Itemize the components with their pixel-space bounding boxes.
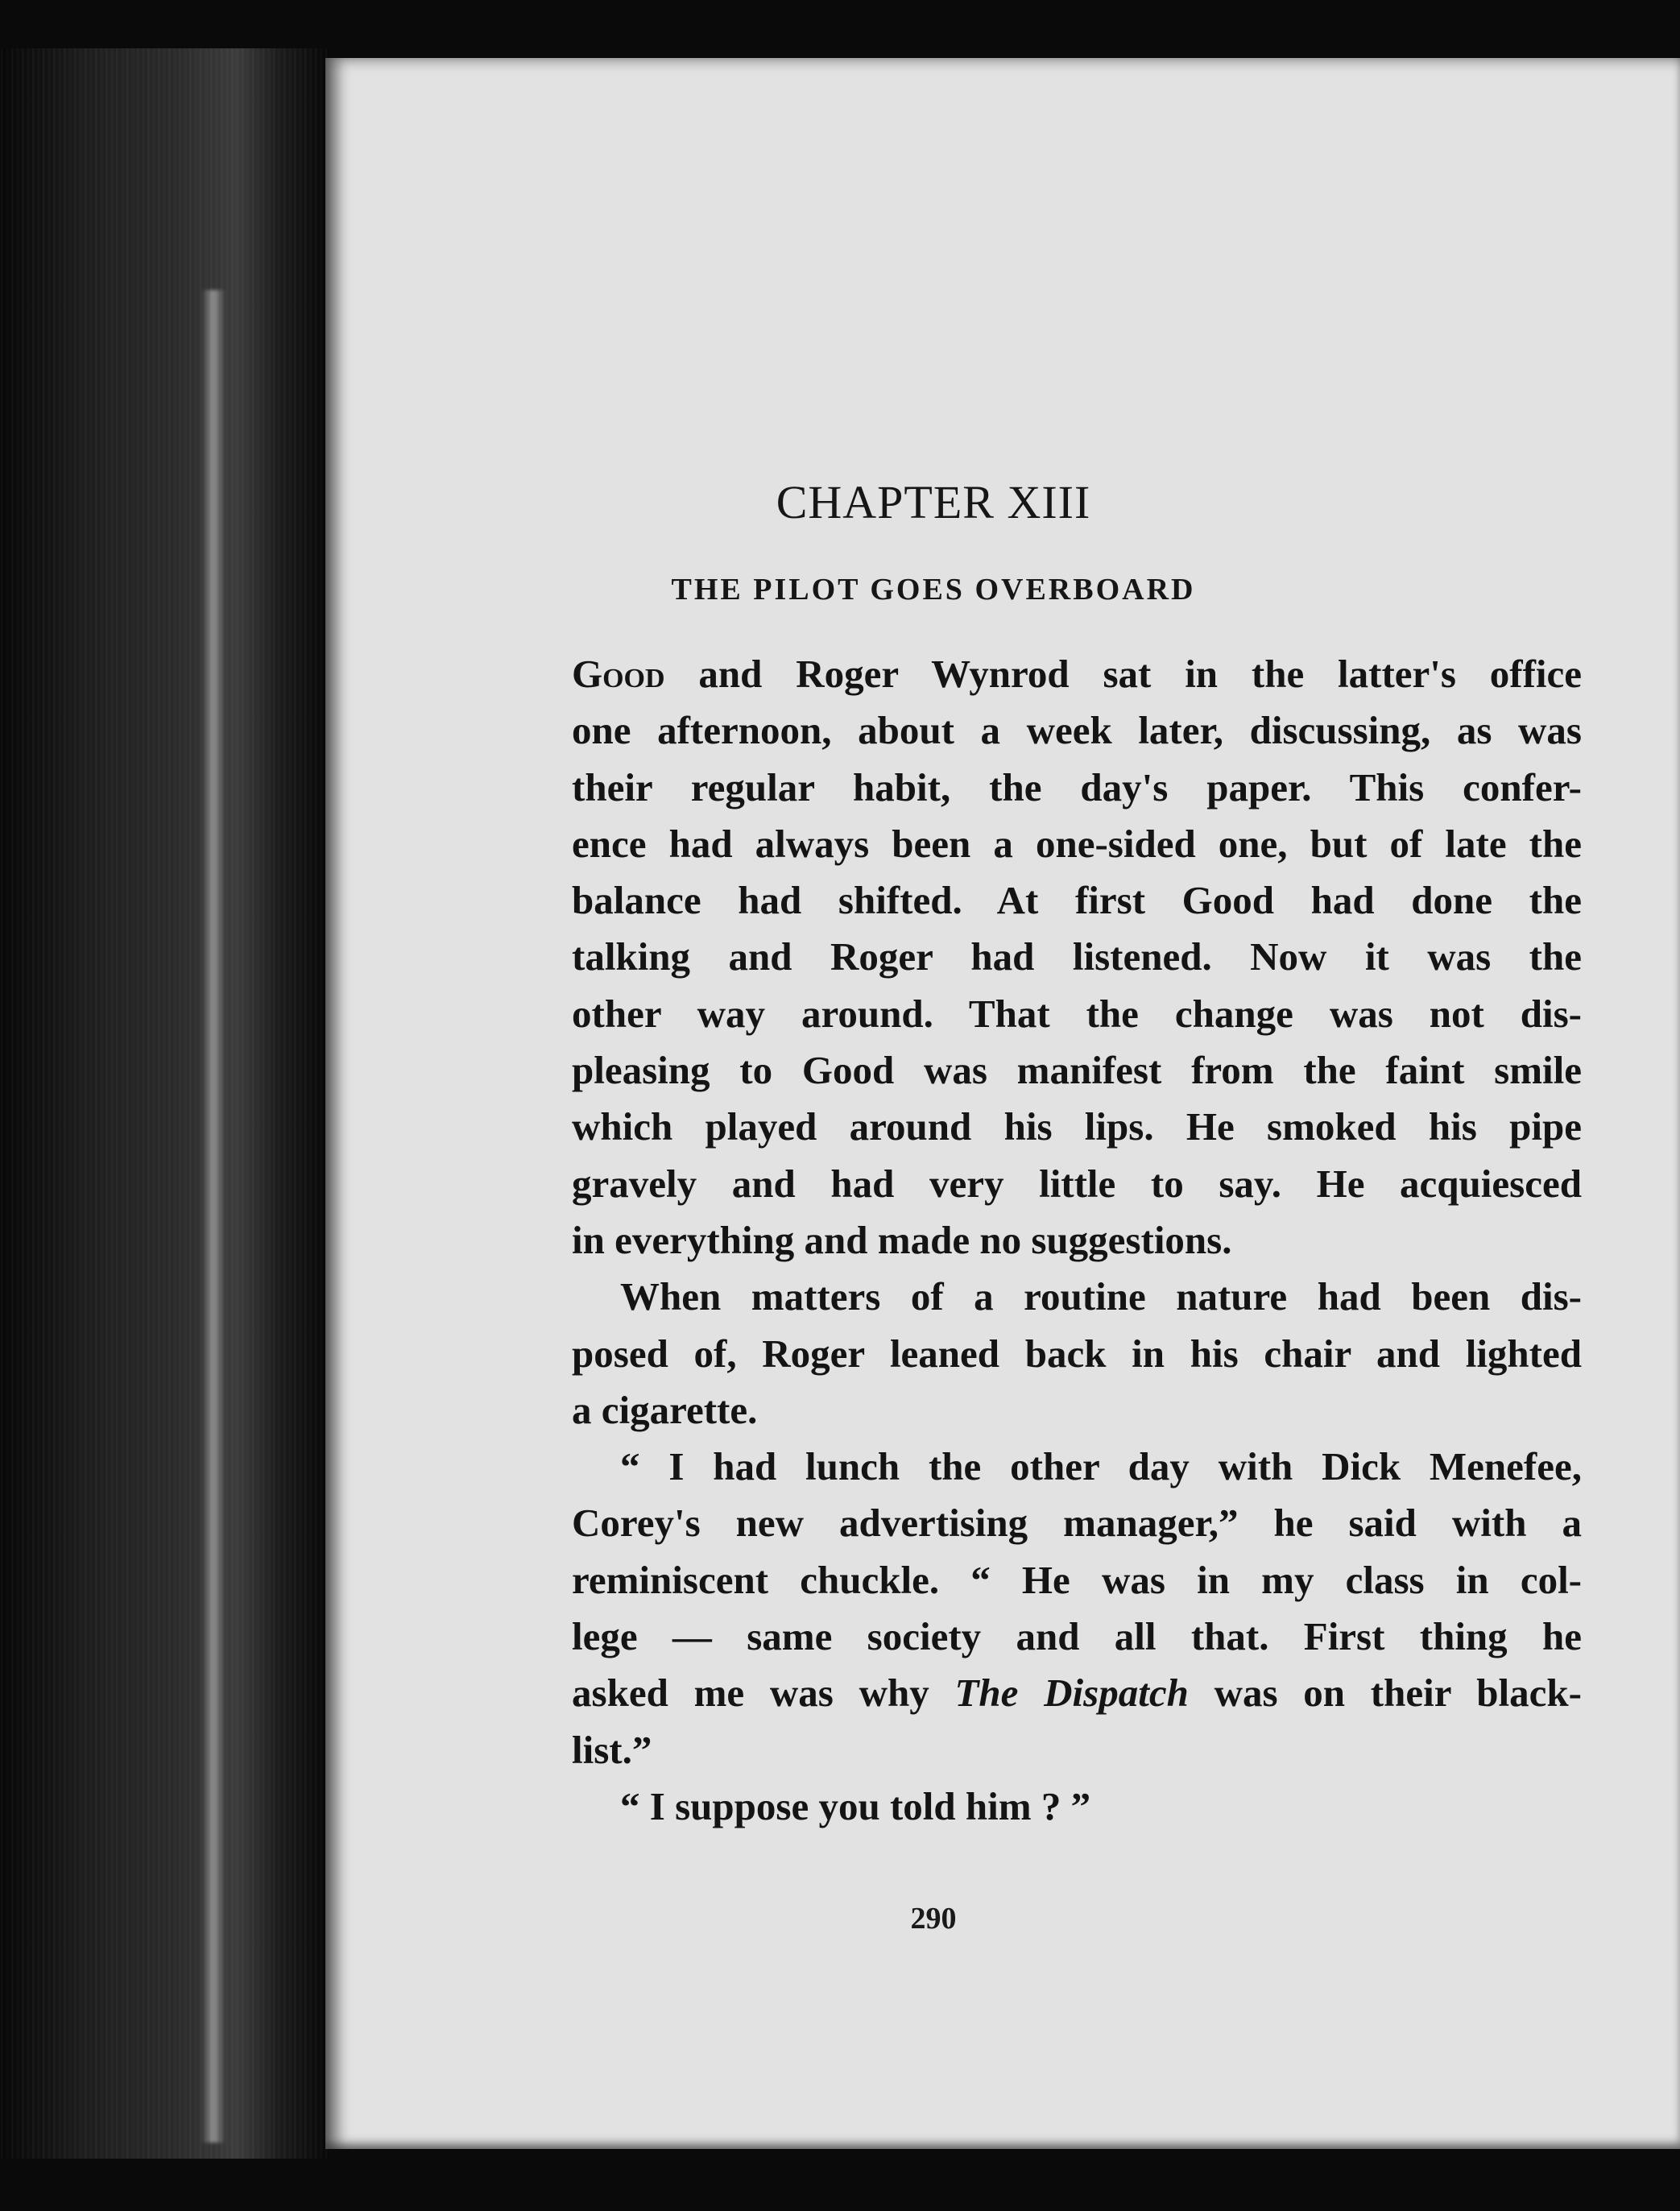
page [325,58,1680,2149]
text-line: “ I had lunch the other day with Dick Menefee, [620,1444,1582,1489]
text-line: When matters of a routine nature had been dis- [620,1274,1582,1319]
text-line: in everything and made no suggestions. [572,1217,1232,1262]
text-line: one afternoon, about a week later, discussing, as was [572,708,1582,753]
text-line: “ I suppose you told him ? ” [620,1783,1091,1828]
text-line: Good and Roger Wynrod sat in the latter's office [572,652,1582,696]
text-line: their regular habit, the day's paper. This confer- [572,764,1582,809]
spine-highlight [201,290,226,2143]
chapter-subtitle: THE PILOT GOES OVERBOARD [671,573,1196,607]
text-line: gravely and had very little to say. He acquiesced [572,1161,1582,1206]
text-line: reminiscent chuckle. “ He was in my class in col- [572,1557,1582,1602]
text-line: Corey's new advertising manager,” he said with a [572,1501,1582,1546]
text-line: asked me was why The Dispatch was on their black- [572,1671,1582,1716]
text-line: talking and Roger had listened. Now it was the [572,934,1582,979]
text-line: a cigarette. [572,1387,758,1432]
text-line: lege — same society and all that. First thing he [572,1614,1582,1659]
body-text [572,646,1582,1835]
text-line: which played around his lips. He smoked his pipe [572,1104,1582,1149]
newspaper-title: The Dispatch [954,1671,1189,1716]
chapter-title: CHAPTER XIII [776,476,1091,528]
text-line: posed of, Roger leaned back in his chair and lighted [572,1331,1582,1376]
text-line: pleasing to Good was manifest from the faint smile [572,1048,1582,1093]
text-line: ence had always been a one-sided one, but of late the [572,821,1582,866]
first-word: Good [572,652,665,696]
page-number: 290 [910,1902,957,1936]
text-line: list.” [572,1727,652,1772]
book-spine [0,48,329,2159]
text-line: balance had shifted. At first Good had done the [572,878,1582,923]
text-line: other way around. That the change was not dis- [572,991,1582,1036]
